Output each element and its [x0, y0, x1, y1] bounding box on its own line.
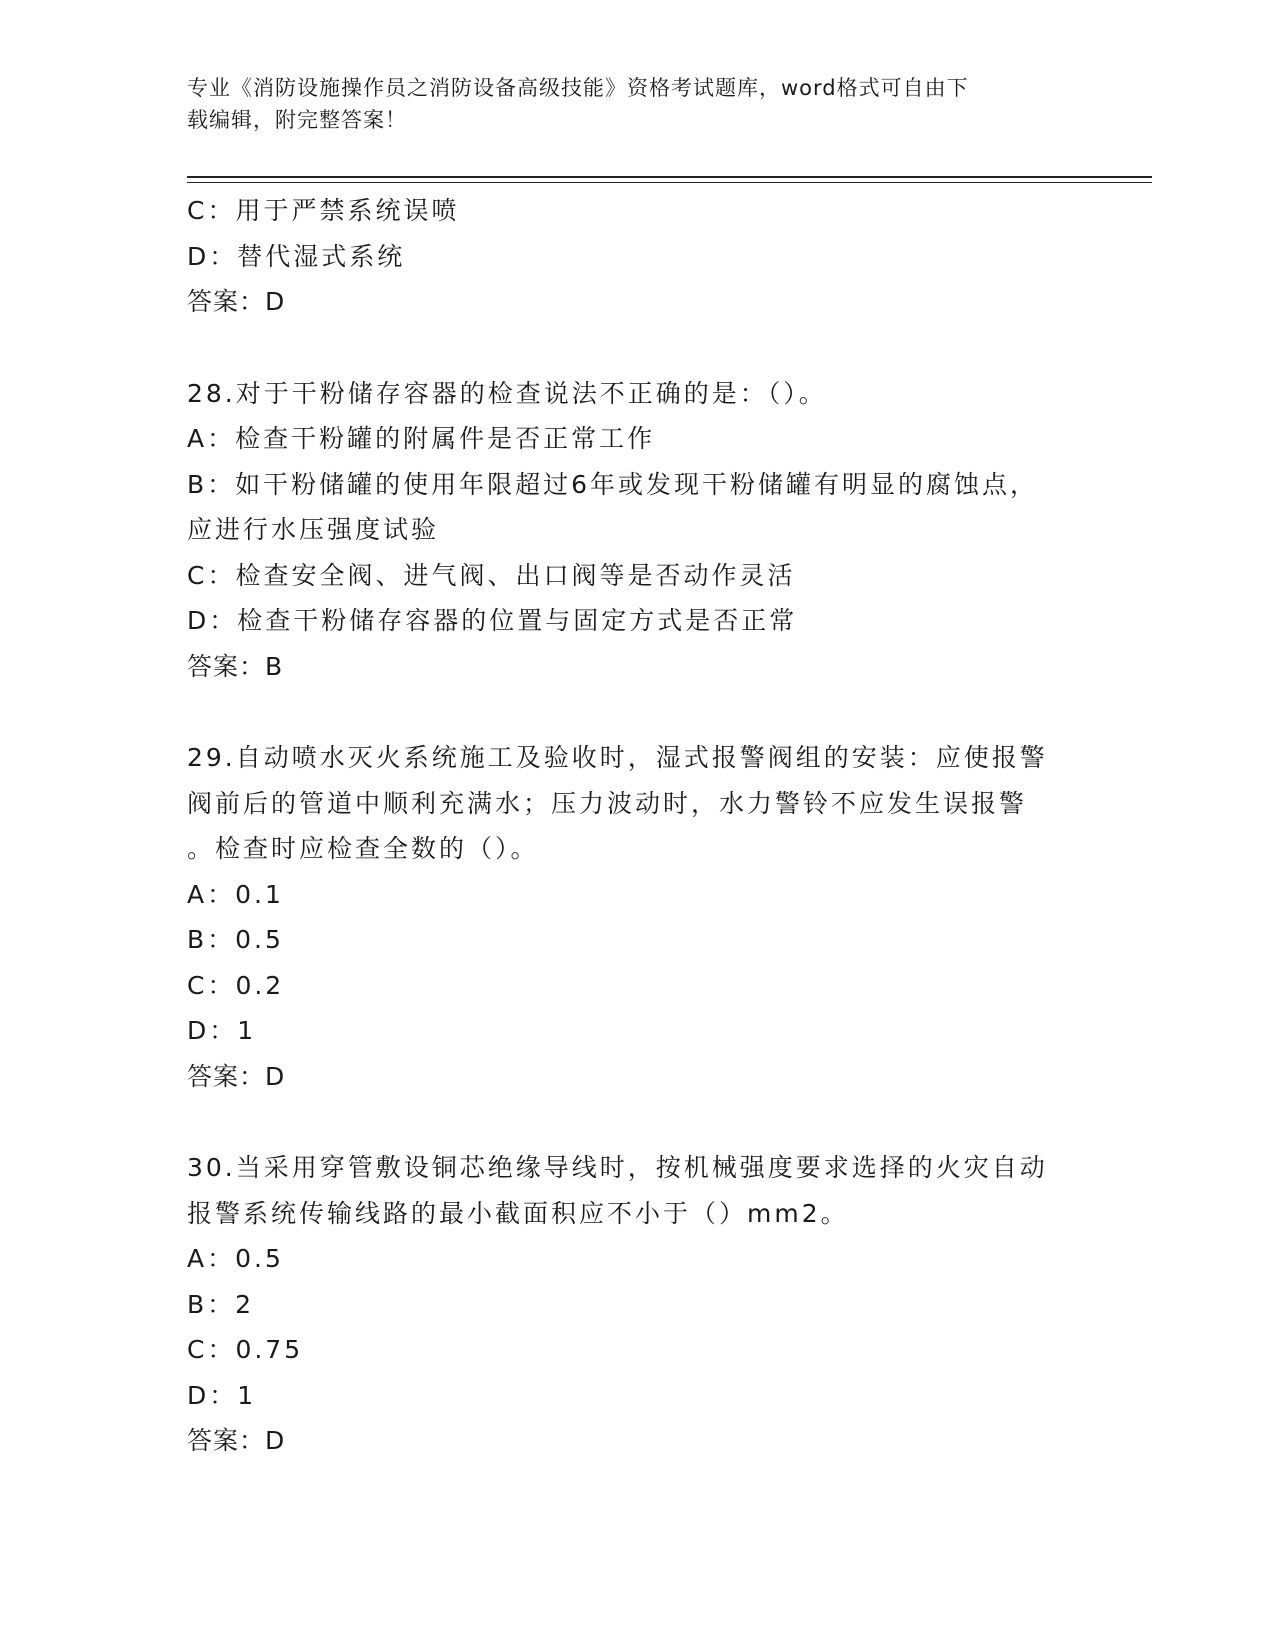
- question-list: [187, 188, 1087, 1464]
- option-c: C：0.2: [187, 970, 285, 1000]
- question-29: [187, 735, 1087, 1099]
- question-stem: 29.自动喷水灭火系统施工及验收时，湿式报警阀组的安装：应使报警: [187, 743, 1048, 772]
- option-d: D：1: [187, 1380, 257, 1410]
- header-divider-thick: [187, 176, 1152, 178]
- header-divider-thin: [187, 182, 1152, 183]
- option-b: B：2: [187, 1289, 255, 1319]
- option-c: C：检查安全阀、进气阀、出口阀等是否动作灵活: [187, 560, 796, 590]
- answer: 答案：D: [187, 287, 286, 316]
- option-c: C：0.75: [187, 1335, 304, 1364]
- header-line-2: 载编辑，附完整答案！: [187, 108, 407, 132]
- document-header: [187, 72, 1087, 136]
- option-d: D：1: [187, 1016, 257, 1045]
- spacer: [187, 689, 1087, 735]
- option-a: A：0.1: [187, 879, 284, 909]
- question-28: [187, 371, 1087, 690]
- option-b: B：0.5: [187, 925, 284, 954]
- option-d: D：替代湿式系统: [187, 241, 406, 271]
- option-d: D：检查干粉储存容器的位置与固定方式是否正常: [187, 606, 798, 635]
- option-b: B：如干粉储罐的使用年限超过6年或发现干粉储罐有明显的腐蚀点，: [187, 469, 1039, 499]
- header-line-1: 专业《消防设施操作员之消防设备高级技能》资格考试题库，word格式可自由下: [187, 76, 969, 100]
- question-stem-continued: 阀前后的管道中顺利充满水；压力波动时，水力警铃不应发生误报警: [187, 788, 1028, 818]
- spacer: [187, 325, 1087, 371]
- question-stem-continued: 报警系统传输线路的最小截面积应不小于（）mm2。: [187, 1198, 849, 1228]
- answer: 答案：D: [187, 1426, 286, 1455]
- answer: 答案：D: [187, 1061, 286, 1091]
- question-stem-continued: 。检查时应检查全数的（）。: [187, 834, 539, 863]
- question-stem: 30.当采用穿管敷设铜芯绝缘导线时，按机械强度要求选择的火灾自动: [187, 1153, 1048, 1182]
- option-c: C：用于严禁系统误喷: [187, 196, 460, 225]
- option-a: A：0.5: [187, 1244, 284, 1273]
- option-b-continued: 应进行水压强度试验: [187, 515, 440, 544]
- answer: 答案：B: [187, 651, 284, 681]
- question-stem: 28.对于干粉储存容器的检查说法不正确的是：（）。: [187, 378, 827, 408]
- option-a: A：检查干粉罐的附属件是否正常工作: [187, 424, 656, 453]
- question-30: [187, 1145, 1087, 1464]
- spacer: [187, 1099, 1087, 1145]
- question-27-tail: [187, 188, 1087, 325]
